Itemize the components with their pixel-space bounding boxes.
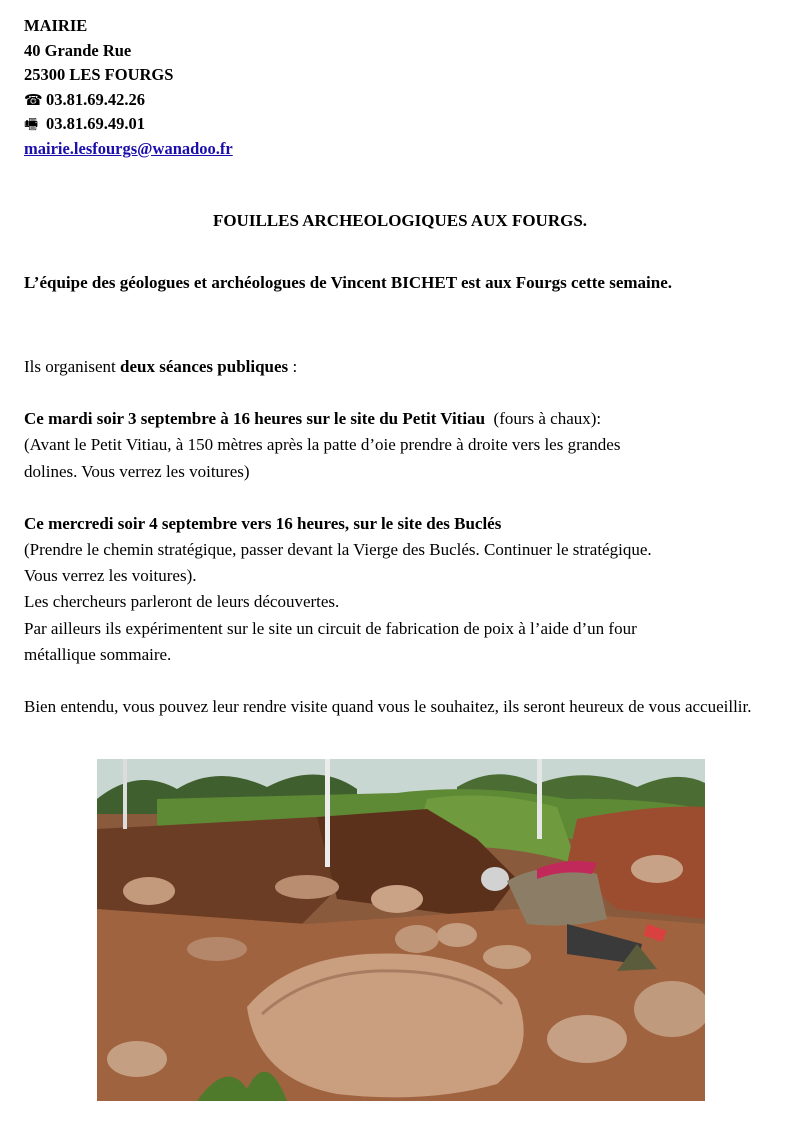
mairie-name: MAIRIE (24, 16, 88, 35)
document-page (24, 14, 776, 717)
mairie-street: 40 Grande Rue (24, 40, 132, 60)
session1-line1: (Avant le Petit Vitiau, à 150 mètres après la patte d’oie prendre à droite vers les grandes (24, 435, 621, 455)
session1-suffix: (fours à chaux): (485, 409, 602, 429)
session1-title: Ce mardi soir 3 septembre à 16 heures sur le site du Petit Vitiau (24, 409, 486, 429)
intro-bold: deux séances publiques (120, 357, 289, 376)
intro-before: Ils organisent (24, 357, 121, 376)
session2-heading (24, 511, 776, 537)
session2-line4: Par ailleurs ils expérimentent sur le site un circuit de fabrication de poix à l’aide d’un four (24, 618, 637, 638)
fax-row (24, 112, 776, 137)
intro-after: : (288, 357, 298, 376)
intro-paragraph (24, 354, 776, 380)
document-body (24, 354, 776, 720)
session1-heading (24, 406, 776, 432)
session2-line1: (Prendre le chemin stratégique, passer devant la Vierge des Buclés. Continuer le stratégique. (24, 540, 652, 560)
session2-line2: Vous verrez les voitures). (24, 566, 197, 586)
phone-icon: ☎ (24, 90, 43, 109)
fax-number: 03.81.69.49.01 (46, 114, 145, 133)
mairie-header (24, 14, 776, 161)
page-title: FOUILLES ARCHEOLOGIQUES AUX FOURGS. (212, 211, 588, 230)
fax-icon: 🖷 (24, 115, 39, 133)
closing-paragraph: Bien entendu, vous pouvez leur rendre visite quand vous le souhaitez, ils seront heureux de vous accueillir. (24, 697, 752, 717)
session2-title: Ce mercredi soir 4 septembre vers 16 heures, sur le site des Buclés (24, 513, 502, 533)
email-link[interactable]: mairie.lesfourgs@wanadoo.fr (24, 138, 233, 158)
mairie-city: 25300 LES FOURGS (24, 65, 174, 84)
session2-line5: métallique sommaire. (24, 644, 172, 664)
lead-text: L’équipe des géologues et archéologues de Vincent BICHET est aux Fourgs cette semaine. (24, 273, 673, 292)
session1-line2: dolines. Vous verrez les voitures) (24, 461, 250, 481)
email-row (24, 137, 776, 162)
excavation-photo (97, 759, 705, 1101)
session2-line3: Les chercheurs parleront de leurs découvertes. (24, 592, 340, 612)
phone-number: 03.81.69.42.26 (46, 89, 145, 109)
phone-row (24, 88, 776, 113)
